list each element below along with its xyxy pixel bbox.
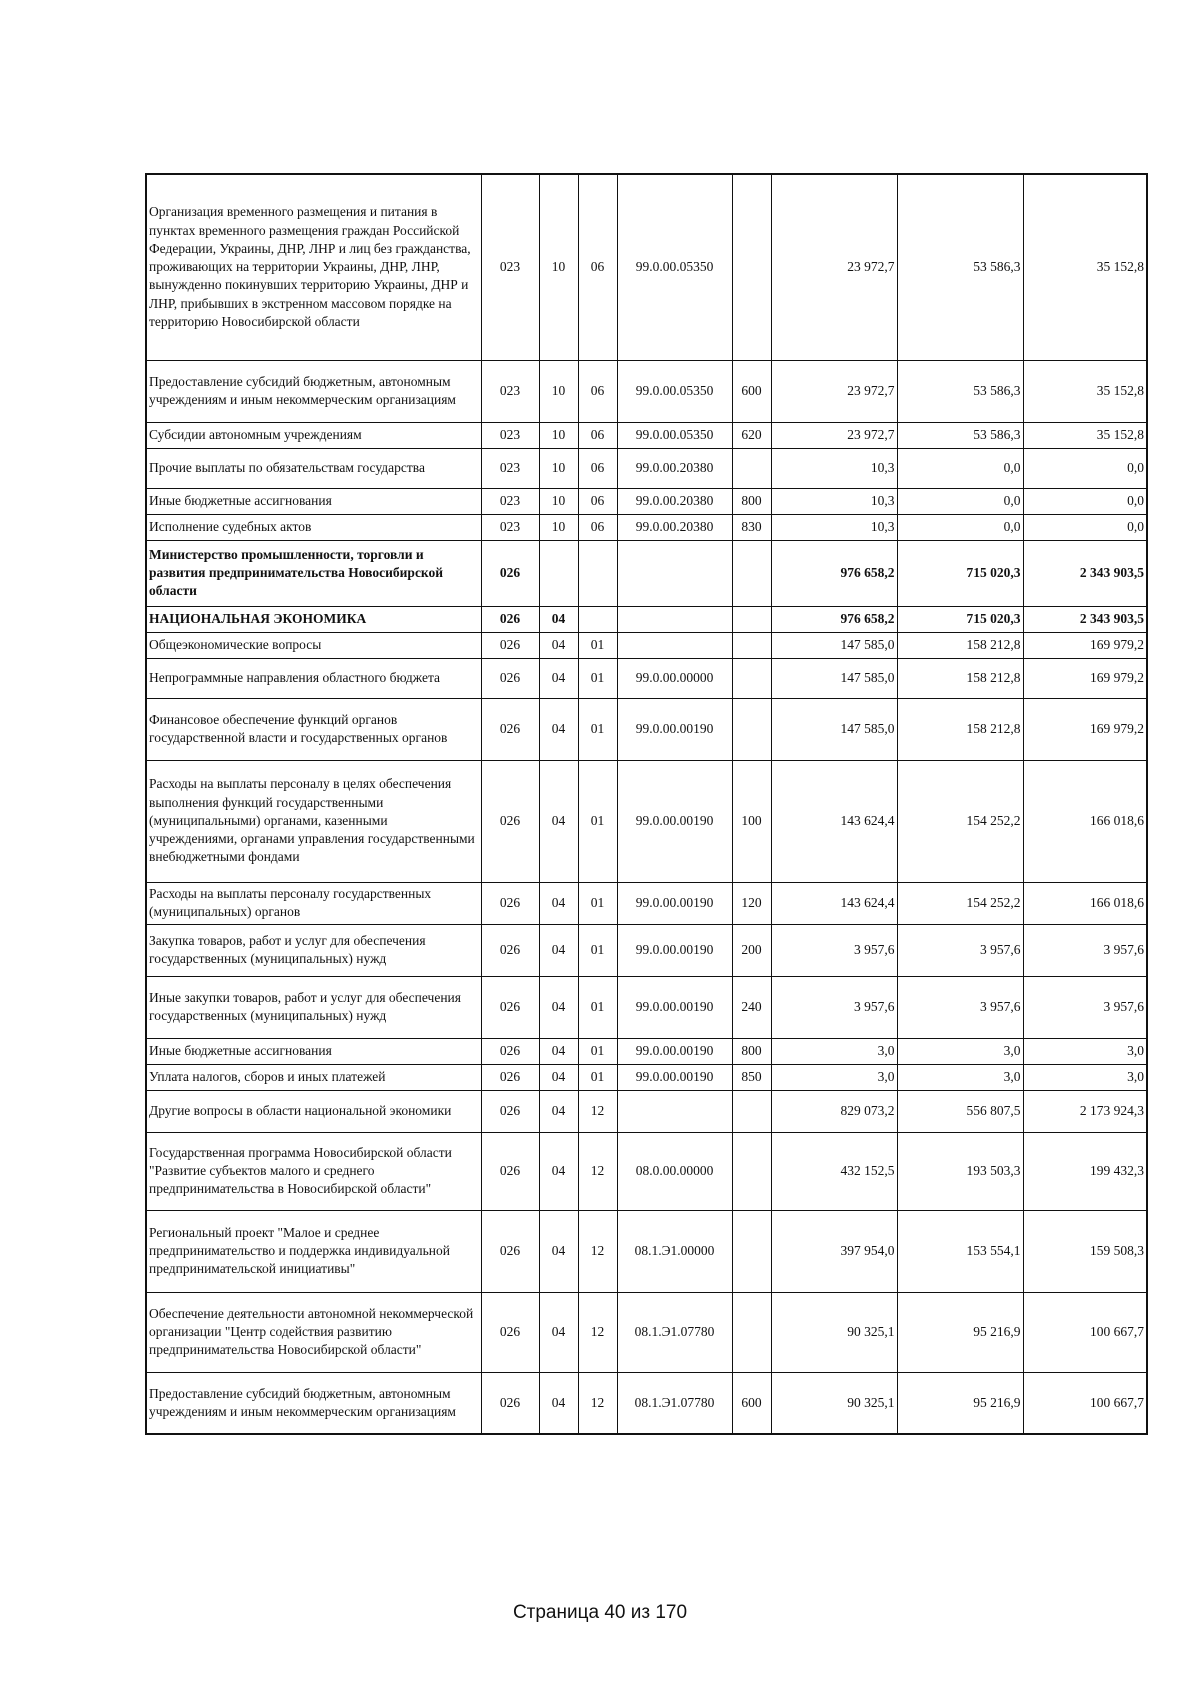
row-target-article-code: 08.1.Э1.00000 [617, 1210, 732, 1292]
row-expense-type-code: 800 [732, 488, 771, 514]
row-amount-3: 166 018,6 [1023, 882, 1147, 924]
row-expense-type-code: 120 [732, 882, 771, 924]
row-subsection-code: 01 [578, 1038, 617, 1064]
row-section-code: 10 [539, 360, 578, 422]
row-section-code: 04 [539, 760, 578, 882]
row-amount-3: 2 173 924,3 [1023, 1090, 1147, 1132]
page-number: Страница 40 из 170 [512, 1602, 688, 1623]
row-section-code: 04 [539, 1064, 578, 1090]
row-amount-1: 976 658,2 [771, 540, 897, 606]
row-section-code: 04 [539, 698, 578, 760]
row-amount-3: 3,0 [1023, 1064, 1147, 1090]
table-row [146, 924, 1147, 976]
row-expense-type-code [732, 658, 771, 698]
row-expense-type-code [732, 1090, 771, 1132]
row-amount-2: 3,0 [897, 1038, 1023, 1064]
row-subsection-code: 01 [578, 698, 617, 760]
row-amount-1: 432 152,5 [771, 1132, 897, 1210]
row-amount-3: 100 667,7 [1023, 1292, 1147, 1372]
table-row [146, 1064, 1147, 1090]
row-target-article-code [617, 540, 732, 606]
row-amount-3: 0,0 [1023, 488, 1147, 514]
row-expense-type-code: 100 [732, 760, 771, 882]
row-name: Иные бюджетные ассигнования [146, 488, 481, 514]
row-subsection-code: 01 [578, 1064, 617, 1090]
row-amount-1: 3 957,6 [771, 976, 897, 1038]
row-amount-3: 169 979,2 [1023, 632, 1147, 658]
row-expense-type-code: 600 [732, 360, 771, 422]
row-name: Государственная программа Новосибирской области "Развитие субъектов малого и среднего предпринимательства в Новосибирской области" [146, 1132, 481, 1210]
row-amount-1: 147 585,0 [771, 658, 897, 698]
row-amount-1: 23 972,7 [771, 360, 897, 422]
row-grbs-code: 026 [481, 760, 539, 882]
table-row [146, 882, 1147, 924]
row-section-code: 04 [539, 1132, 578, 1210]
row-expense-type-code: 620 [732, 422, 771, 448]
row-grbs-code: 026 [481, 1132, 539, 1210]
row-amount-1: 90 325,1 [771, 1292, 897, 1372]
row-target-article-code: 99.0.00.00190 [617, 882, 732, 924]
table-row [146, 514, 1147, 540]
row-section-code: 10 [539, 448, 578, 488]
row-amount-2: 158 212,8 [897, 658, 1023, 698]
row-amount-1: 23 972,7 [771, 422, 897, 448]
row-grbs-code: 026 [481, 882, 539, 924]
table-row [146, 1292, 1147, 1372]
row-section-code: 10 [539, 488, 578, 514]
row-amount-2: 158 212,8 [897, 698, 1023, 760]
row-name: Прочие выплаты по обязательствам государства [146, 448, 481, 488]
table-row [146, 448, 1147, 488]
row-name: Другие вопросы в области национальной экономики [146, 1090, 481, 1132]
table-row [146, 360, 1147, 422]
row-amount-3: 199 432,3 [1023, 1132, 1147, 1210]
row-amount-1: 397 954,0 [771, 1210, 897, 1292]
row-amount-2: 0,0 [897, 514, 1023, 540]
row-amount-1: 10,3 [771, 448, 897, 488]
row-name: Организация временного размещения и питания в пунктах временного размещения граждан Российской Федерации, Украины, ДНР, ЛНР и лиц без гражданства, проживающих на территории Украины, ДНР, ЛНР, вынужденно покинувших территорию Украины, ДНР и ЛНР, прибывших в экстренном массовом порядке на территорию Новосибирской области [146, 174, 481, 360]
row-amount-2: 154 252,2 [897, 882, 1023, 924]
row-amount-3: 2 343 903,5 [1023, 540, 1147, 606]
row-section-code: 10 [539, 174, 578, 360]
budget-table [145, 173, 1148, 1435]
row-section-code: 04 [539, 1292, 578, 1372]
row-expense-type-code [732, 540, 771, 606]
row-amount-3: 100 667,7 [1023, 1372, 1147, 1434]
row-target-article-code [617, 632, 732, 658]
row-target-article-code: 99.0.00.00000 [617, 658, 732, 698]
row-target-article-code: 99.0.00.05350 [617, 360, 732, 422]
row-subsection-code: 06 [578, 488, 617, 514]
row-subsection-code: 12 [578, 1292, 617, 1372]
row-amount-3: 166 018,6 [1023, 760, 1147, 882]
row-target-article-code: 99.0.00.20380 [617, 488, 732, 514]
row-amount-1: 829 073,2 [771, 1090, 897, 1132]
row-name: НАЦИОНАЛЬНАЯ ЭКОНОМИКА [146, 606, 481, 632]
table-row [146, 1038, 1147, 1064]
row-subsection-code: 01 [578, 882, 617, 924]
row-expense-type-code: 240 [732, 976, 771, 1038]
row-subsection-code: 01 [578, 924, 617, 976]
row-target-article-code: 99.0.00.00190 [617, 698, 732, 760]
table-row [146, 760, 1147, 882]
row-subsection-code: 01 [578, 976, 617, 1038]
row-expense-type-code [732, 1210, 771, 1292]
row-name: Закупка товаров, работ и услуг для обеспечения государственных (муниципальных) нужд [146, 924, 481, 976]
row-subsection-code: 12 [578, 1132, 617, 1210]
row-amount-3: 159 508,3 [1023, 1210, 1147, 1292]
row-grbs-code: 023 [481, 174, 539, 360]
row-amount-2: 193 503,3 [897, 1132, 1023, 1210]
row-grbs-code: 026 [481, 976, 539, 1038]
row-expense-type-code: 600 [732, 1372, 771, 1434]
row-name: Общеэкономические вопросы [146, 632, 481, 658]
row-name: Расходы на выплаты персоналу государственных (муниципальных) органов [146, 882, 481, 924]
row-grbs-code: 026 [481, 924, 539, 976]
row-amount-1: 10,3 [771, 514, 897, 540]
row-expense-type-code [732, 632, 771, 658]
row-subsection-code: 06 [578, 174, 617, 360]
row-target-article-code [617, 1090, 732, 1132]
row-name: Иные бюджетные ассигнования [146, 1038, 481, 1064]
row-grbs-code: 026 [481, 606, 539, 632]
row-expense-type-code: 200 [732, 924, 771, 976]
row-section-code: 10 [539, 422, 578, 448]
row-amount-3: 2 343 903,5 [1023, 606, 1147, 632]
row-amount-2: 95 216,9 [897, 1292, 1023, 1372]
row-amount-2: 3 957,6 [897, 976, 1023, 1038]
table-row [146, 698, 1147, 760]
row-grbs-code: 026 [481, 1292, 539, 1372]
row-amount-2: 158 212,8 [897, 632, 1023, 658]
row-expense-type-code [732, 1132, 771, 1210]
row-subsection-code: 06 [578, 448, 617, 488]
row-grbs-code: 026 [481, 1210, 539, 1292]
row-amount-2: 556 807,5 [897, 1090, 1023, 1132]
row-grbs-code: 023 [481, 488, 539, 514]
row-name: Предоставление субсидий бюджетным, автономным учреждениям и иным некоммерческим организациям [146, 1372, 481, 1434]
row-target-article-code: 99.0.00.05350 [617, 174, 732, 360]
row-grbs-code: 026 [481, 1372, 539, 1434]
row-amount-3: 3 957,6 [1023, 976, 1147, 1038]
row-target-article-code: 99.0.00.00190 [617, 760, 732, 882]
row-amount-2: 715 020,3 [897, 606, 1023, 632]
row-expense-type-code: 850 [732, 1064, 771, 1090]
row-section-code: 04 [539, 1210, 578, 1292]
row-amount-1: 143 624,4 [771, 882, 897, 924]
row-grbs-code: 023 [481, 422, 539, 448]
row-subsection-code: 01 [578, 760, 617, 882]
row-amount-3: 0,0 [1023, 448, 1147, 488]
row-expense-type-code [732, 448, 771, 488]
row-grbs-code: 023 [481, 448, 539, 488]
row-section-code: 04 [539, 658, 578, 698]
table-row [146, 540, 1147, 606]
row-target-article-code: 99.0.00.00190 [617, 924, 732, 976]
row-name: Субсидии автономным учреждениям [146, 422, 481, 448]
row-section-code: 04 [539, 1090, 578, 1132]
row-amount-3: 169 979,2 [1023, 658, 1147, 698]
row-section-code: 04 [539, 632, 578, 658]
table-row [146, 422, 1147, 448]
row-grbs-code: 026 [481, 698, 539, 760]
row-name: Расходы на выплаты персоналу в целях обеспечения выполнения функций государственными (муниципальными) органами, казенными учреждениями, органами управления государственными внебюджетными фондами [146, 760, 481, 882]
row-target-article-code: 08.1.Э1.07780 [617, 1292, 732, 1372]
table-row [146, 1210, 1147, 1292]
row-section-code: 04 [539, 882, 578, 924]
row-amount-2: 153 554,1 [897, 1210, 1023, 1292]
row-grbs-code: 026 [481, 1038, 539, 1064]
row-amount-3: 3,0 [1023, 1038, 1147, 1064]
row-section-code: 04 [539, 606, 578, 632]
row-section-code: 04 [539, 924, 578, 976]
row-name: Предоставление субсидий бюджетным, автономным учреждениям и иным некоммерческим организациям [146, 360, 481, 422]
row-name: Иные закупки товаров, работ и услуг для обеспечения государственных (муниципальных) нужд [146, 976, 481, 1038]
table-row [146, 488, 1147, 514]
table-row [146, 632, 1147, 658]
row-section-code [539, 540, 578, 606]
row-name: Министерство промышленности, торговли и развития предпринимательства Новосибирской области [146, 540, 481, 606]
row-section-code: 10 [539, 514, 578, 540]
row-target-article-code: 08.1.Э1.07780 [617, 1372, 732, 1434]
row-name: Финансовое обеспечение функций органов государственной власти и государственных органов [146, 698, 481, 760]
row-subsection-code: 12 [578, 1372, 617, 1434]
table-row [146, 174, 1147, 360]
row-subsection-code: 06 [578, 422, 617, 448]
row-subsection-code: 06 [578, 514, 617, 540]
table-row [146, 1090, 1147, 1132]
row-expense-type-code: 800 [732, 1038, 771, 1064]
row-target-article-code: 99.0.00.00190 [617, 1038, 732, 1064]
row-expense-type-code [732, 606, 771, 632]
row-expense-type-code [732, 698, 771, 760]
row-amount-3: 35 152,8 [1023, 174, 1147, 360]
table-row [146, 976, 1147, 1038]
row-amount-1: 147 585,0 [771, 698, 897, 760]
row-subsection-code: 01 [578, 658, 617, 698]
row-amount-1: 10,3 [771, 488, 897, 514]
row-amount-1: 3 957,6 [771, 924, 897, 976]
row-name: Региональный проект "Малое и среднее предпринимательство и поддержка индивидуальной предпринимательской инициативы" [146, 1210, 481, 1292]
row-subsection-code: 06 [578, 360, 617, 422]
row-amount-2: 0,0 [897, 488, 1023, 514]
row-grbs-code: 026 [481, 540, 539, 606]
row-grbs-code: 026 [481, 632, 539, 658]
row-subsection-code: 01 [578, 632, 617, 658]
row-target-article-code: 99.0.00.05350 [617, 422, 732, 448]
row-amount-1: 3,0 [771, 1064, 897, 1090]
row-subsection-code: 12 [578, 1210, 617, 1292]
row-section-code: 04 [539, 1038, 578, 1064]
row-expense-type-code: 830 [732, 514, 771, 540]
row-amount-2: 53 586,3 [897, 360, 1023, 422]
row-amount-1: 3,0 [771, 1038, 897, 1064]
row-target-article-code: 99.0.00.00190 [617, 976, 732, 1038]
row-grbs-code: 026 [481, 1090, 539, 1132]
row-target-article-code [617, 606, 732, 632]
table-row [146, 1372, 1147, 1434]
row-grbs-code: 023 [481, 514, 539, 540]
row-amount-2: 53 586,3 [897, 422, 1023, 448]
row-target-article-code: 99.0.00.00190 [617, 1064, 732, 1090]
row-amount-3: 0,0 [1023, 514, 1147, 540]
row-expense-type-code [732, 1292, 771, 1372]
row-amount-2: 3 957,6 [897, 924, 1023, 976]
row-amount-2: 0,0 [897, 448, 1023, 488]
row-target-article-code: 99.0.00.20380 [617, 514, 732, 540]
row-section-code: 04 [539, 976, 578, 1038]
table-row [146, 606, 1147, 632]
row-amount-3: 169 979,2 [1023, 698, 1147, 760]
row-amount-2: 154 252,2 [897, 760, 1023, 882]
row-target-article-code: 99.0.00.20380 [617, 448, 732, 488]
row-subsection-code [578, 606, 617, 632]
row-subsection-code [578, 540, 617, 606]
row-section-code: 04 [539, 1372, 578, 1434]
row-subsection-code: 12 [578, 1090, 617, 1132]
row-amount-1: 976 658,2 [771, 606, 897, 632]
row-grbs-code: 023 [481, 360, 539, 422]
table-row [146, 1132, 1147, 1210]
row-grbs-code: 026 [481, 658, 539, 698]
row-name: Исполнение судебных актов [146, 514, 481, 540]
row-amount-2: 95 216,9 [897, 1372, 1023, 1434]
row-name: Непрограммные направления областного бюджета [146, 658, 481, 698]
row-expense-type-code [732, 174, 771, 360]
row-amount-1: 143 624,4 [771, 760, 897, 882]
row-amount-1: 90 325,1 [771, 1372, 897, 1434]
row-amount-1: 147 585,0 [771, 632, 897, 658]
row-amount-3: 35 152,8 [1023, 360, 1147, 422]
row-amount-1: 23 972,7 [771, 174, 897, 360]
row-amount-2: 53 586,3 [897, 174, 1023, 360]
row-amount-3: 3 957,6 [1023, 924, 1147, 976]
row-amount-3: 35 152,8 [1023, 422, 1147, 448]
row-amount-2: 715 020,3 [897, 540, 1023, 606]
row-target-article-code: 08.0.00.00000 [617, 1132, 732, 1210]
row-name: Уплата налогов, сборов и иных платежей [146, 1064, 481, 1090]
row-grbs-code: 026 [481, 1064, 539, 1090]
table-row [146, 658, 1147, 698]
row-name: Обеспечение деятельности автономной некоммерческой организации "Центр содействия развитию предпринимательства Новосибирской области" [146, 1292, 481, 1372]
row-amount-2: 3,0 [897, 1064, 1023, 1090]
